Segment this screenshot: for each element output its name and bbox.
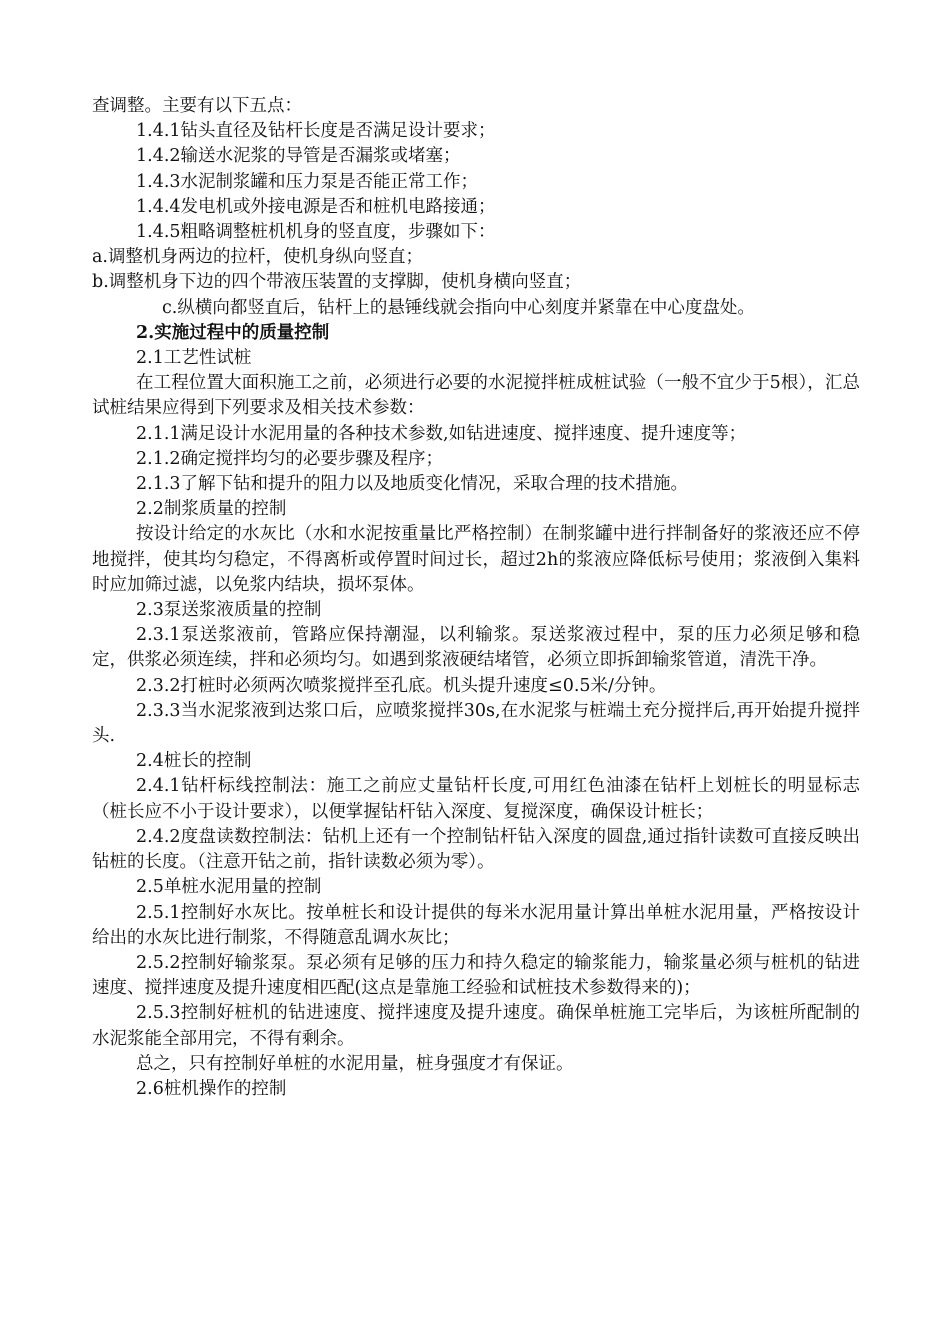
- list-item: 1.4.4发电机或外接电源是否和桩机电路接通；: [136, 196, 496, 217]
- list-item: 2.3.1泵送浆液前，管路应保持潮湿，以利输浆。泵送浆液过程中，泵的压力必须足够和稳定，供浆必须连续，拌和必须均匀。如遇到浆液硬结堵管，必须立即拆卸输浆管道，清洗干净。: [92, 625, 860, 671]
- list-item: 1.4.5粗略调整桩机机身的竖直度，步骤如下：: [136, 222, 496, 243]
- document-page: [92, 94, 860, 1102]
- list-item: 2.4.1钻杆标线控制法：施工之前应丈量钻杆长度,可用红色油漆在钻杆上划桩长的明显标志（桩长应不小于设计要求），以便掌握钻杆钻入深度、复搅深度，确保设计桩长；: [92, 776, 860, 822]
- list-item: 2.1.3了解下钻和提升的阻力以及地质变化情况，采取合理的技术措施。: [136, 474, 689, 495]
- paragraph: 在工程位置大面积施工之前，必须进行必要的水泥搅拌桩成桩试验（一般不宜少于5根），汇总试桩结果应得到下列要求及相关技术参数：: [92, 373, 860, 419]
- paragraph: 按设计给定的水灰比（水和水泥按重量比严格控制）在制浆罐中进行拌制备好的浆液还应不停地搅拌，使其均匀稳定，不得离析或停置时间过长，超过2h的浆液应降低标号使用；浆液倒入集料时应加筛过滤，以免浆内结块，损坏泵体。: [92, 524, 860, 595]
- list-item: 2.4.2度盘读数控制法：钻机上还有一个控制钻杆钻入深度的圆盘,通过指针读数可直接反映出钻桩的长度。（注意开钻之前，指针读数必须为零）。: [92, 826, 860, 873]
- subsection-heading: 2.1工艺性试桩: [136, 348, 252, 369]
- list-item: 2.3.3当水泥浆液到达浆口后，应喷浆搅拌30s,在水泥浆与桩端土充分搅拌后,再开始提升搅拌头.: [92, 700, 860, 747]
- subsection-heading: 2.6桩机操作的控制: [136, 1078, 287, 1099]
- list-item: 2.1.1满足设计水泥用量的各种技术参数,如钻进速度、搅拌速度、提升速度等；: [136, 423, 747, 444]
- section-heading: 2.实施过程中的质量控制: [136, 322, 330, 343]
- subsection-heading: 2.3泵送浆液质量的控制: [136, 600, 322, 621]
- subsection-heading: 2.5单桩水泥用量的控制: [136, 877, 322, 898]
- list-item: 2.5.1控制好水灰比。按单桩长和设计提供的每米水泥用量计算出单桩水泥用量，严格按设计给出的水灰比进行制浆，不得随意乱调水灰比；: [92, 902, 860, 948]
- list-item: 2.1.2确定搅拌均匀的必要步骤及程序；: [136, 448, 444, 469]
- sub-list-item: b.调整机身下边的四个带液压装置的支撑脚，使机身横向竖直；: [92, 272, 582, 293]
- list-item: 1.4.3水泥制浆罐和压力泵是否能正常工作；: [136, 171, 479, 192]
- list-item: 1.4.1钻头直径及钻杆长度是否满足设计要求；: [136, 121, 496, 142]
- subsection-heading: 2.2制浆质量的控制: [136, 499, 287, 520]
- subsection-heading: 2.4桩长的控制: [136, 751, 252, 772]
- paragraph: 查调整。主要有以下五点：: [92, 96, 302, 116]
- sub-list-item: c.纵横向都竖直后，钻杆上的悬锤线就会指向中心刻度并紧靠在中心度盘处。: [162, 297, 755, 318]
- list-item: 1.4.2输送水泥浆的导管是否漏浆或堵塞；: [136, 146, 461, 167]
- paragraph: 总之，只有控制好单桩的水泥用量，桩身强度才有保证。: [136, 1053, 574, 1074]
- sub-list-item: a.调整机身两边的拉杆，使机身纵向竖直；: [92, 247, 423, 268]
- list-item: 2.5.3控制好桩机的钻进速度、搅拌速度及提升速度。确保单桩施工完毕后，为该桩所配制的水泥浆能全部用完，不得有剩余。: [92, 1003, 860, 1049]
- list-item: 2.5.2控制好输浆泵。泵必须有足够的压力和持久稳定的输浆能力，输浆量必须与桩机的钻进速度、搅拌速度及提升速度相匹配(这点是靠施工经验和试桩技术参数得来的)；: [92, 952, 860, 999]
- list-item: 2.3.2打桩时必须两次喷浆搅拌至孔底。机头提升速度≤0.5米/分钟。: [136, 675, 667, 696]
